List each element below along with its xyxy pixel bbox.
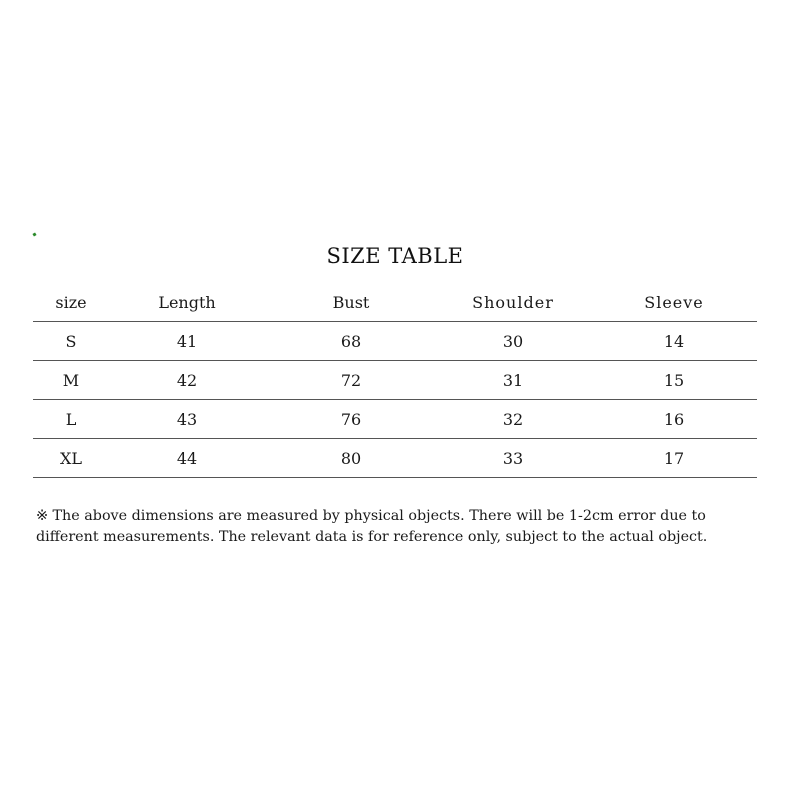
cell-size: M [62,371,80,390]
cell-bust: 76 [340,410,362,429]
page-title: SIZE TABLE [326,244,464,268]
table-row [33,439,757,478]
cell-sleeve: 15 [663,371,685,390]
cell-length: 42 [176,371,198,390]
cell-shoulder: 33 [502,449,524,468]
table-row [33,361,757,400]
header-bust: Bust [332,292,370,312]
cell-bust: 80 [340,449,362,468]
cell-sleeve: 16 [663,410,685,429]
cell-size: S [65,332,77,351]
cell-shoulder: 31 [502,371,524,390]
table-row [33,400,757,439]
cell-length: 44 [176,449,198,468]
cell-sleeve: 14 [663,332,685,351]
cell-shoulder: 30 [502,332,524,351]
cell-shoulder: 32 [502,410,524,429]
header-sleeve: Sleeve [644,292,704,312]
table-row [33,322,757,361]
size-table [33,282,757,478]
cell-length: 41 [176,332,198,351]
cell-sleeve: 17 [663,449,685,468]
green-dot-mark [32,232,36,236]
disclaimer-line-1: ※ The above dimensions are measured by physical objects. There will be 1-2cm error due to [36,508,706,524]
header-shoulder: Shoulder [472,292,554,312]
header-size: size [55,292,87,312]
cell-size: XL [59,449,82,468]
header-length: Length [158,292,216,312]
cell-bust: 68 [340,332,362,351]
cell-size: L [65,410,77,429]
table-header-row [33,282,757,322]
cell-length: 43 [176,410,198,429]
disclaimer-line-2: different measurements. The relevant data is for reference only, subject to the actual object. [36,529,708,545]
cell-bust: 72 [340,371,362,390]
table-rule [33,477,757,478]
measurement-disclaimer [36,506,766,548]
